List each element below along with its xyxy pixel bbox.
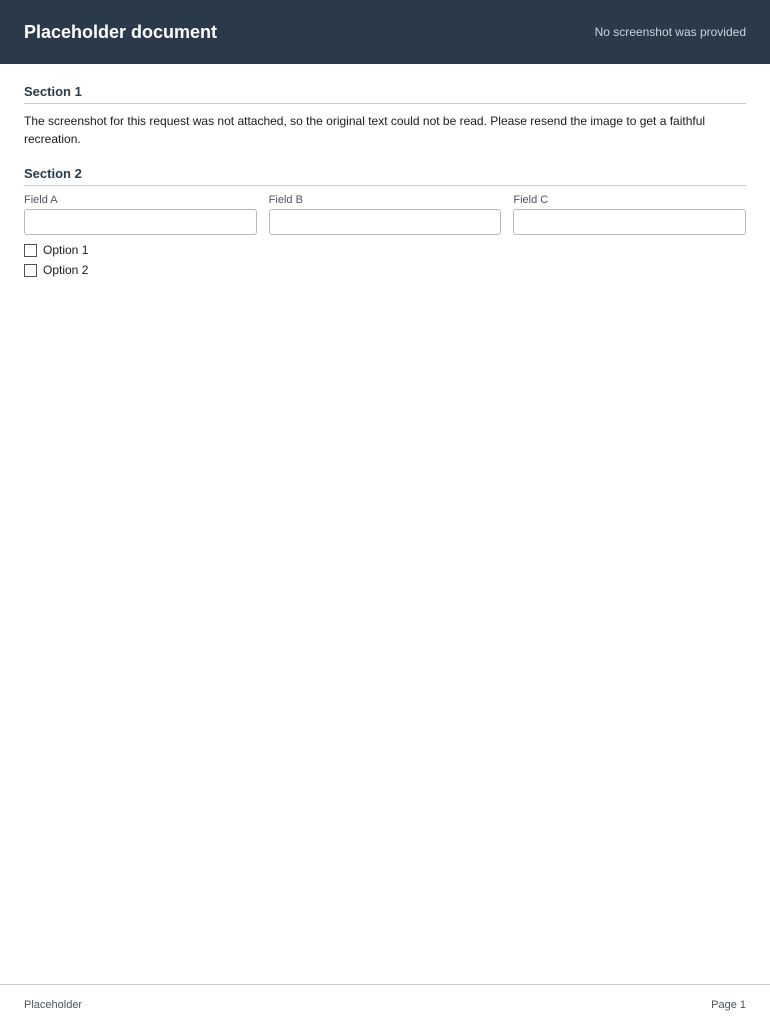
checkbox-label: Option 1	[43, 243, 89, 257]
document-header	[0, 0, 770, 64]
section-text: The screenshot for this request was not attached, so the original text could not be read. Please resend the image to get a faithful recreation.	[24, 114, 706, 146]
field-b-input[interactable]	[269, 209, 502, 235]
section-notice	[24, 84, 746, 148]
section-title: Section 1	[24, 84, 746, 104]
field-row	[24, 194, 746, 235]
section-fields	[24, 166, 746, 277]
document-subtitle: No screenshot was provided	[594, 25, 746, 39]
field-c-input[interactable]	[513, 209, 746, 235]
field-a-label: Field A	[24, 194, 58, 206]
checkbox-box[interactable]	[24, 244, 37, 257]
section-title: Section 2	[24, 166, 746, 186]
checkbox-option-2[interactable]	[24, 263, 746, 277]
field-b-label: Field B	[268, 194, 303, 206]
document-title: Placeholder document	[24, 21, 218, 42]
checkbox-option-1[interactable]	[24, 243, 746, 257]
field-c-label: Field C	[513, 194, 549, 206]
field-b	[269, 194, 502, 235]
document-body	[0, 64, 770, 315]
checkbox-box[interactable]	[24, 264, 37, 277]
field-a	[24, 194, 257, 235]
checkbox-label: Option 2	[43, 263, 89, 277]
page-number: Page 1	[711, 998, 746, 1011]
document-footer	[0, 984, 770, 1024]
footer-left: Placeholder	[24, 998, 83, 1011]
field-a-input[interactable]	[24, 209, 257, 235]
field-c	[513, 194, 746, 235]
